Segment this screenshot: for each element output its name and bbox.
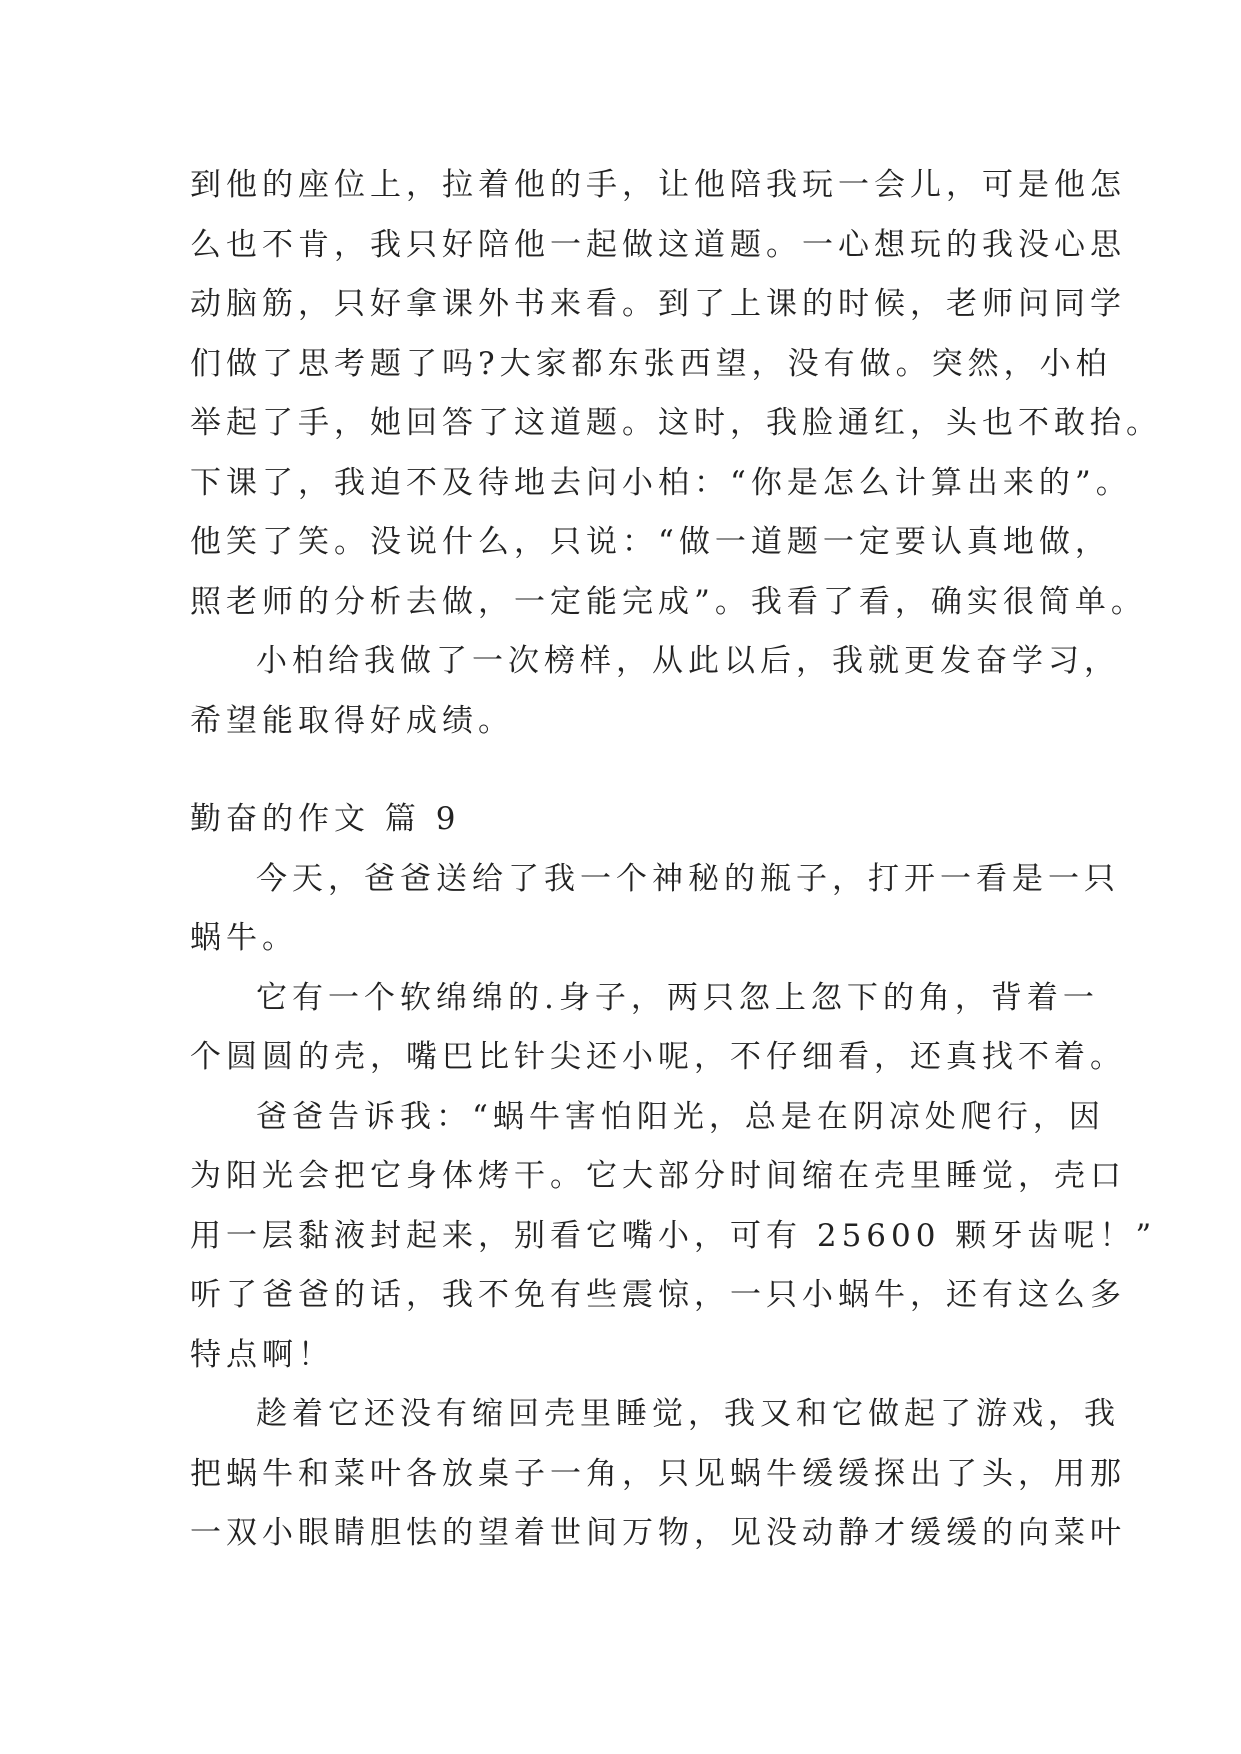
text-line: 用一层黏液封起来，别看它嘴小，可有 25600 颗牙齿呢！”: [190, 1218, 1157, 1254]
paragraph-start-line: 爸爸告诉我：“蜗牛害怕阳光，总是在阴凉处爬行，因: [256, 1099, 1105, 1135]
text-line: 特点啊！: [190, 1337, 334, 1373]
text-line: 么也不肯，我只好陪他一起做这道题。一心想玩的我没心思: [190, 227, 1126, 263]
paragraph-start-line: 小柏给我做了一次榜样，从此以后，我就更发奋学习，: [256, 643, 1120, 679]
paragraph-start-line: 趁着它还没有缩回壳里睡觉，我又和它做起了游戏，我: [256, 1396, 1120, 1432]
text-line: 举起了手，她回答了这道题。这时，我脸通红，头也不敢抬。: [190, 405, 1162, 441]
text-line: 听了爸爸的话，我不免有些震惊，一只小蜗牛，还有这么多: [190, 1277, 1126, 1313]
text-line: 下课了，我迫不及待地去问小柏：“你是怎么计算出来的”。: [190, 465, 1132, 501]
text-line: 到他的座位上，拉着他的手，让他陪我玩一会儿，可是他怎: [190, 167, 1126, 203]
text-line: 为阳光会把它身体烤干。它大部分时间缩在壳里睡觉，壳口: [190, 1158, 1126, 1194]
text-line: 动脑筋，只好拿课外书来看。到了上课的时候，老师问同学: [190, 286, 1126, 322]
text-line: 他笑了笑。没说什么，只说：“做一道题一定要认真地做，: [190, 524, 1111, 560]
text-line: 希望能取得好成绩。: [190, 703, 514, 739]
text-line: 照老师的分析去做，一定能完成”。我看了看，确实很简单。: [190, 584, 1147, 620]
text-line: 个圆圆的壳，嘴巴比针尖还小呢，不仔细看，还真找不着。: [190, 1039, 1126, 1075]
text-line: 蜗牛。: [190, 920, 298, 956]
paragraph-start-line: 今天，爸爸送给了我一个神秘的瓶子，打开一看是一只: [256, 861, 1120, 897]
text-line: 们做了思考题了吗?大家都东张西望，没有做。突然，小柏: [190, 346, 1112, 382]
text-line: 一双小眼睛胆怯的望着世间万物，见没动静才缓缓的向菜叶: [190, 1515, 1126, 1551]
text-line: 把蜗牛和菜叶各放桌子一角，只见蜗牛缓缓探出了头，用那: [190, 1456, 1126, 1492]
paragraph-start-line: 它有一个软绵绵的.身子，两只忽上忽下的角，背着一: [256, 980, 1099, 1016]
section-heading: 勤奋的作文 篇 9: [190, 801, 461, 837]
